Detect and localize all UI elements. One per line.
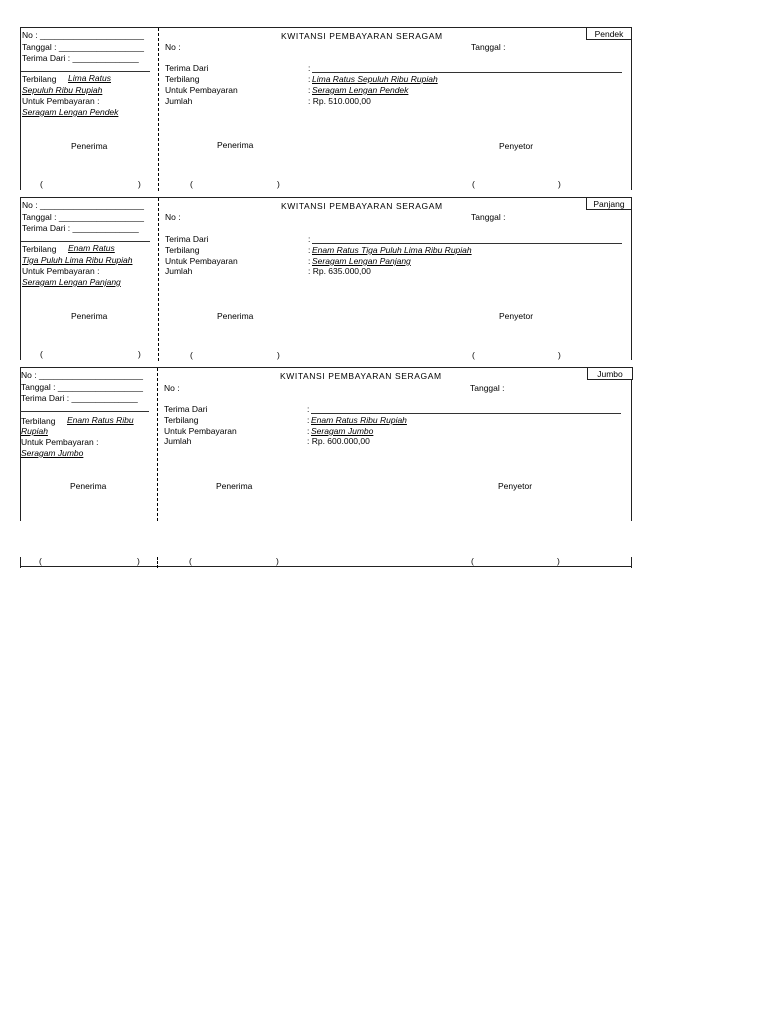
terbilang-value: Lima Ratus Sepuluh Ribu Rupiah (312, 74, 438, 84)
terima-dari-line (312, 72, 622, 73)
penyetor-paren-close: ) (558, 179, 561, 189)
jumlah-value: : Rp. 510.000,00 (308, 96, 371, 106)
stub-penerima: Penerima (70, 481, 107, 491)
right-border-bottom (631, 557, 632, 568)
untuk-value: Seragam Lengan Pendek (312, 85, 409, 95)
penerima-label: Penerima (217, 311, 254, 321)
receipt-title: KWITANSI PEMBAYARAN SERAGAM (281, 31, 443, 41)
stub-paren-open: ( (40, 179, 43, 189)
tear-line (158, 28, 159, 191)
stub-no: No : ______________________ (21, 370, 143, 380)
stub-terbilang-label: Terbilang (22, 74, 57, 84)
penerima-paren-close: ) (276, 556, 279, 566)
main-tanggal: Tanggal : (471, 42, 506, 52)
stub-paren-open: ( (39, 556, 42, 566)
main-tanggal: Tanggal : (471, 212, 506, 222)
jumlah-label: Jumlah (164, 436, 192, 446)
penyetor-paren-open: ( (471, 556, 474, 566)
tear-line (157, 368, 158, 521)
terima-dari-label: Terima Dari (165, 63, 209, 73)
stub-terima-dari: Terima Dari : ______________ (21, 393, 138, 403)
stub-rule (20, 411, 149, 412)
stub-untuk-value: Seragam Jumbo (21, 448, 84, 458)
stub-terbilang-1: Lima Ratus (68, 73, 111, 83)
penyetor-paren-close: ) (558, 350, 561, 360)
right-border-top (631, 368, 632, 521)
size-tag: Pendek (586, 27, 632, 40)
stub-no: No : ______________________ (22, 30, 144, 40)
stub-paren-open: ( (40, 349, 43, 359)
penyetor-label: Penyetor (498, 481, 533, 491)
jumlah-value: : Rp. 635.000,00 (308, 266, 371, 276)
terbilang-label: Terbilang (165, 74, 200, 84)
penyetor-label: Penyetor (499, 311, 534, 321)
stub-untuk-value: Seragam Lengan Pendek (22, 107, 119, 117)
stub-paren-close: ) (137, 556, 140, 566)
stub-terbilang-label: Terbilang (21, 416, 56, 426)
size-tag: Panjang (586, 197, 632, 210)
terima-dari-line (311, 413, 621, 414)
jumlah-label: Jumlah (165, 96, 193, 106)
size-tag: Jumbo (587, 367, 633, 380)
terima-dari-colon: : (308, 63, 311, 73)
receipt-title: KWITANSI PEMBAYARAN SERAGAM (281, 201, 443, 211)
penerima-paren-open: ( (189, 556, 192, 566)
stub-terbilang-label: Terbilang (22, 244, 57, 254)
penerima-label: Penerima (217, 140, 254, 150)
stub-terbilang-1: Enam Ratus (68, 243, 115, 253)
terima-dari-colon: : (307, 404, 310, 414)
terima-dari-label: Terima Dari (164, 404, 208, 414)
penerima-paren-close: ) (277, 350, 280, 360)
stub-terbilang-2: Tiga Puluh Lima Ribu Rupiah (22, 255, 133, 265)
untuk-colon: : (308, 85, 311, 95)
penyetor-paren-open: ( (472, 350, 475, 360)
jumlah-value: : Rp. 600.000,00 (307, 436, 370, 446)
stub-paren-close: ) (138, 179, 141, 189)
stub-terima-dari: Terima Dari : ______________ (22, 53, 139, 63)
terbilang-label: Terbilang (165, 245, 200, 255)
receipt-panjang (20, 197, 632, 360)
terima-dari-line (312, 243, 622, 244)
terbilang-colon: : (308, 245, 311, 255)
stub-tanggal: Tanggal : __________________ (21, 382, 143, 392)
tear-line (158, 198, 159, 361)
receipt-pendek (20, 27, 632, 190)
terbilang-colon: : (308, 74, 311, 84)
penerima-paren-open: ( (190, 179, 193, 189)
untuk-colon: : (307, 426, 310, 436)
stub-terbilang-2: Sepuluh Ribu Rupiah (22, 85, 103, 95)
penerima-paren-open: ( (190, 350, 193, 360)
stub-paren-close: ) (138, 349, 141, 359)
untuk-label: Untuk Pembayaran (165, 256, 238, 266)
stub-untuk-value: Seragam Lengan Panjang (22, 277, 121, 287)
untuk-value: Seragam Jumbo (311, 426, 374, 436)
tear-line-bottom (157, 557, 158, 568)
terbilang-value: Enam Ratus Ribu Rupiah (311, 415, 407, 425)
untuk-label: Untuk Pembayaran (164, 426, 237, 436)
terbilang-colon: : (307, 415, 310, 425)
terbilang-label: Terbilang (164, 415, 199, 425)
stub-untuk-label: Untuk Pembayaran : (21, 437, 99, 447)
terima-dari-colon: : (308, 234, 311, 244)
untuk-colon: : (308, 256, 311, 266)
stub-rule (21, 71, 150, 72)
receipt-jumbo (20, 367, 632, 567)
penerima-paren-close: ) (277, 179, 280, 189)
stub-penerima: Penerima (71, 311, 108, 321)
receipt-title: KWITANSI PEMBAYARAN SERAGAM (280, 371, 442, 381)
stub-tanggal: Tanggal : __________________ (22, 42, 144, 52)
penerima-label: Penerima (216, 481, 253, 491)
untuk-label: Untuk Pembayaran (165, 85, 238, 95)
main-no: No : (164, 383, 180, 393)
main-tanggal: Tanggal : (470, 383, 505, 393)
stub-no: No : ______________________ (22, 200, 144, 210)
stub-untuk-label: Untuk Pembayaran : (22, 266, 100, 276)
terima-dari-label: Terima Dari (165, 234, 209, 244)
stub-terbilang-2: Rupiah (21, 426, 48, 436)
penyetor-label: Penyetor (499, 141, 534, 151)
stub-terbilang-1: Enam Ratus Ribu (67, 415, 134, 425)
jumlah-label: Jumlah (165, 266, 193, 276)
penyetor-paren-open: ( (472, 179, 475, 189)
stub-terima-dari: Terima Dari : ______________ (22, 223, 139, 233)
left-border-bottom (20, 557, 21, 568)
main-no: No : (165, 212, 181, 222)
stub-penerima: Penerima (71, 141, 108, 151)
stub-untuk-label: Untuk Pembayaran : (22, 96, 100, 106)
penyetor-paren-close: ) (557, 556, 560, 566)
terbilang-value: Enam Ratus Tiga Puluh Lima Ribu Rupiah (312, 245, 472, 255)
stub-rule (21, 241, 150, 242)
main-no: No : (165, 42, 181, 52)
untuk-value: Seragam Lengan Panjang (312, 256, 411, 266)
stub-tanggal: Tanggal : __________________ (22, 212, 144, 222)
